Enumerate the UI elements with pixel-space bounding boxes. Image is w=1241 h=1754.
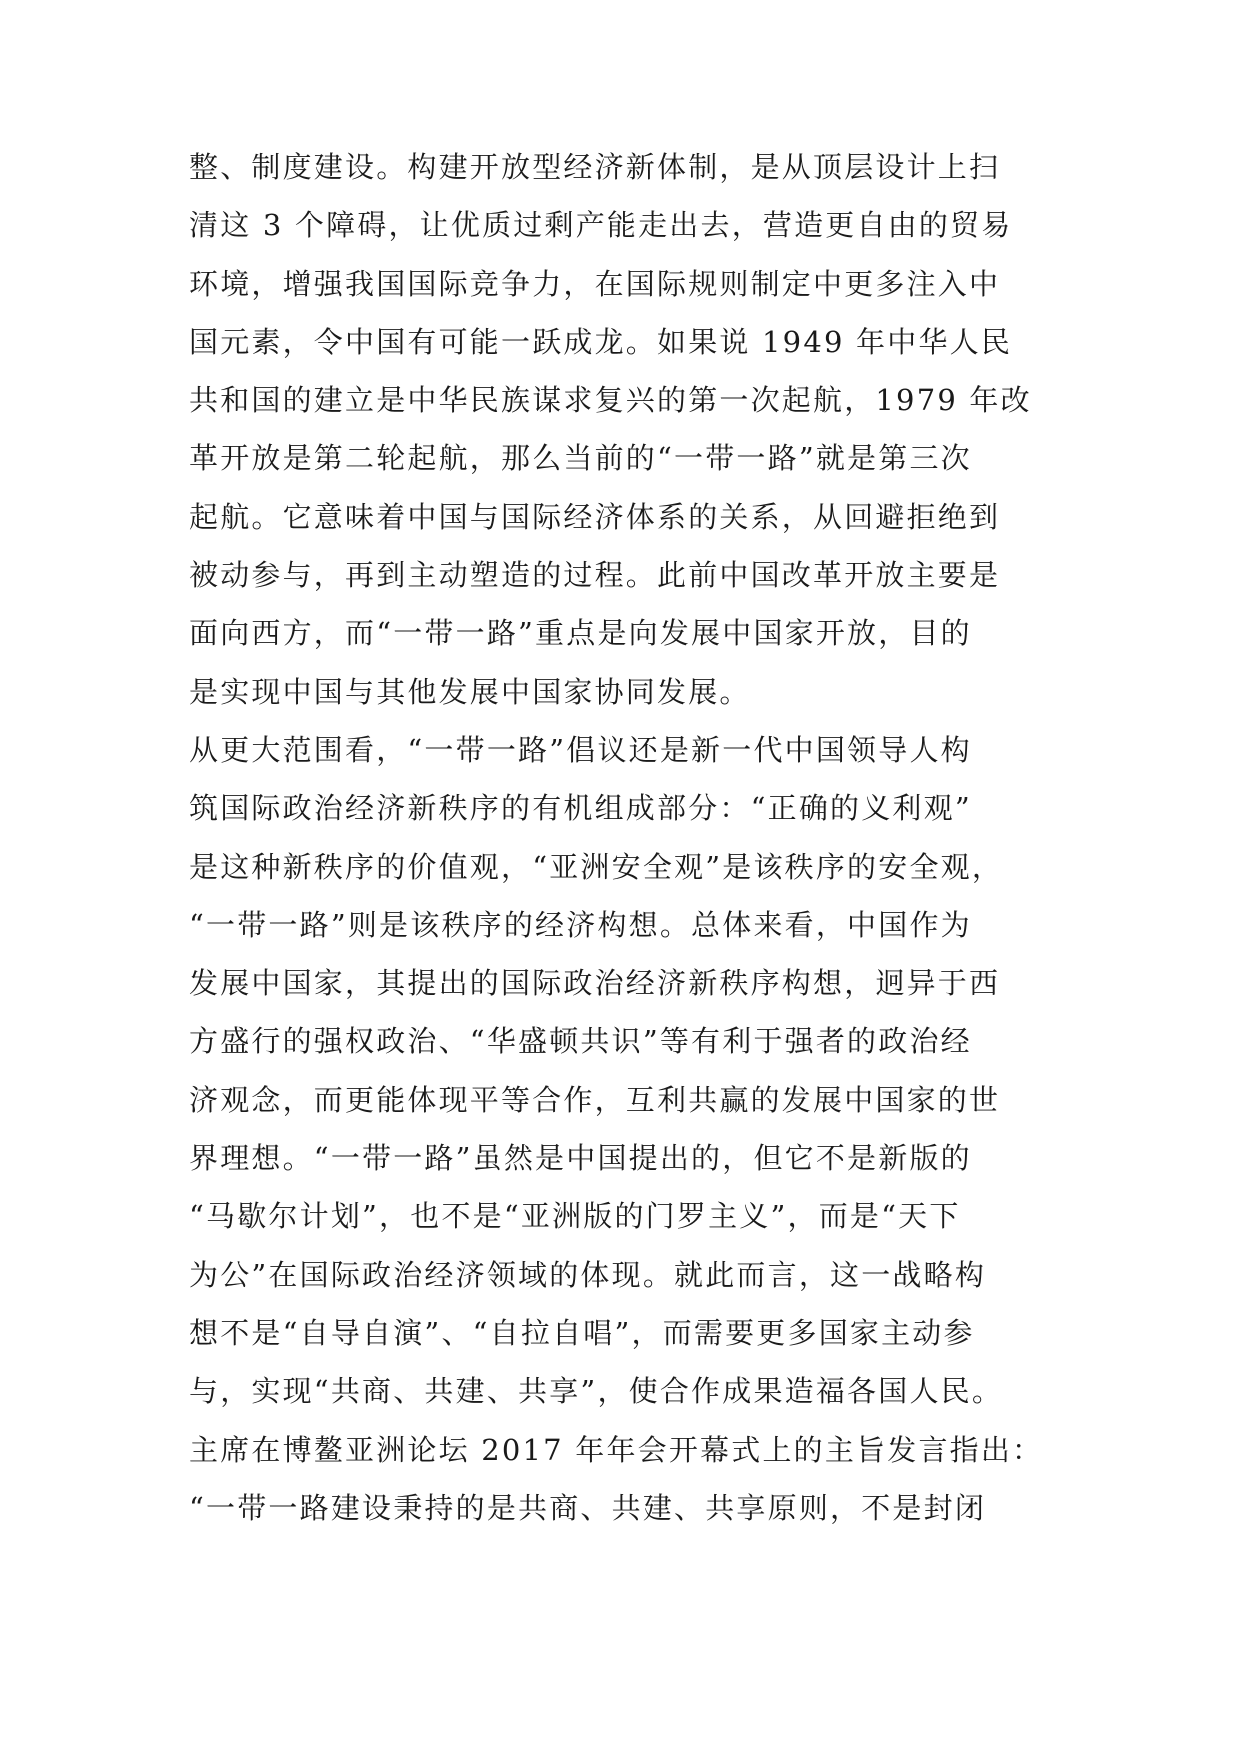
text-line: 为公”在国际政治经济领域的体现。就此而言，这一战略构	[189, 1257, 987, 1292]
text-line: 主席在博鳌亚洲论坛 2017 年年会开幕式上的主旨发言指出：	[189, 1432, 1044, 1467]
text-line: 界理想。“一带一路”虽然是中国提出的，但它不是新版的	[189, 1141, 972, 1176]
text-line: 是实现中国与其他发展中国家协同发展。	[189, 674, 751, 709]
text-line: 筑国际政治经济新秩序的有机组成部分：“正确的义利观”	[189, 791, 972, 826]
text-line: “马歇尔计划”，也不是“亚洲版的门罗主义”，而是“天下	[189, 1199, 961, 1234]
text-line: 是这种新秩序的价值观，“亚洲安全观”是该秩序的安全观，	[189, 849, 1004, 884]
text-line: 被动参与，再到主动塑造的过程。此前中国改革开放主要是	[189, 558, 1001, 593]
text-line: 清这 3 个障碍，让优质过剩产能走出去，营造更自由的贸易	[189, 208, 1013, 243]
text-line: 想不是“自导自演”、“自拉自唱”，而需要更多国家主动参	[189, 1315, 975, 1350]
text-line: 从更大范围看，“一带一路”倡议还是新一代中国领导人构	[189, 732, 972, 767]
text-line: “一带一路建设秉持的是共商、共建、共享原则，不是封闭	[189, 1490, 987, 1525]
text-line: 济观念，而更能体现平等合作，互利共赢的发展中国家的世	[189, 1082, 1001, 1117]
text-line: 起航。它意味着中国与国际经济体系的关系，从回避拒绝到	[189, 499, 1001, 534]
text-line: 共和国的建立是中华民族谋求复兴的第一次起航，1979 年改	[189, 383, 1032, 418]
text-line: 方盛行的强权政治、“华盛顿共识”等有利于强者的政治经	[189, 1024, 972, 1059]
text-line: 与，实现“共商、共建、共享”，使合作成果造福各国人民。	[189, 1374, 1004, 1409]
text-line: 国元素，令中国有可能一跃成龙。如果说 1949 年中华人民	[189, 324, 1013, 359]
text-line: “一带一路”则是该秩序的经济构想。总体来看，中国作为	[189, 907, 972, 942]
text-line: 发展中国家，其提出的国际政治经济新秩序构想，迥异于西	[189, 966, 1001, 1001]
text-line: 面向西方，而“一带一路”重点是向发展中国家开放，目的	[189, 616, 972, 651]
text-line: 环境，增强我国国际竞争力，在国际规则制定中更多注入中	[189, 266, 1001, 301]
text-line: 革开放是第二轮起航，那么当前的“一带一路”就是第三次	[189, 441, 972, 476]
text-line: 整、制度建设。构建开放型经济新体制，是从顶层设计上扫	[189, 150, 1001, 184]
body-text	[189, 138, 1129, 1537]
